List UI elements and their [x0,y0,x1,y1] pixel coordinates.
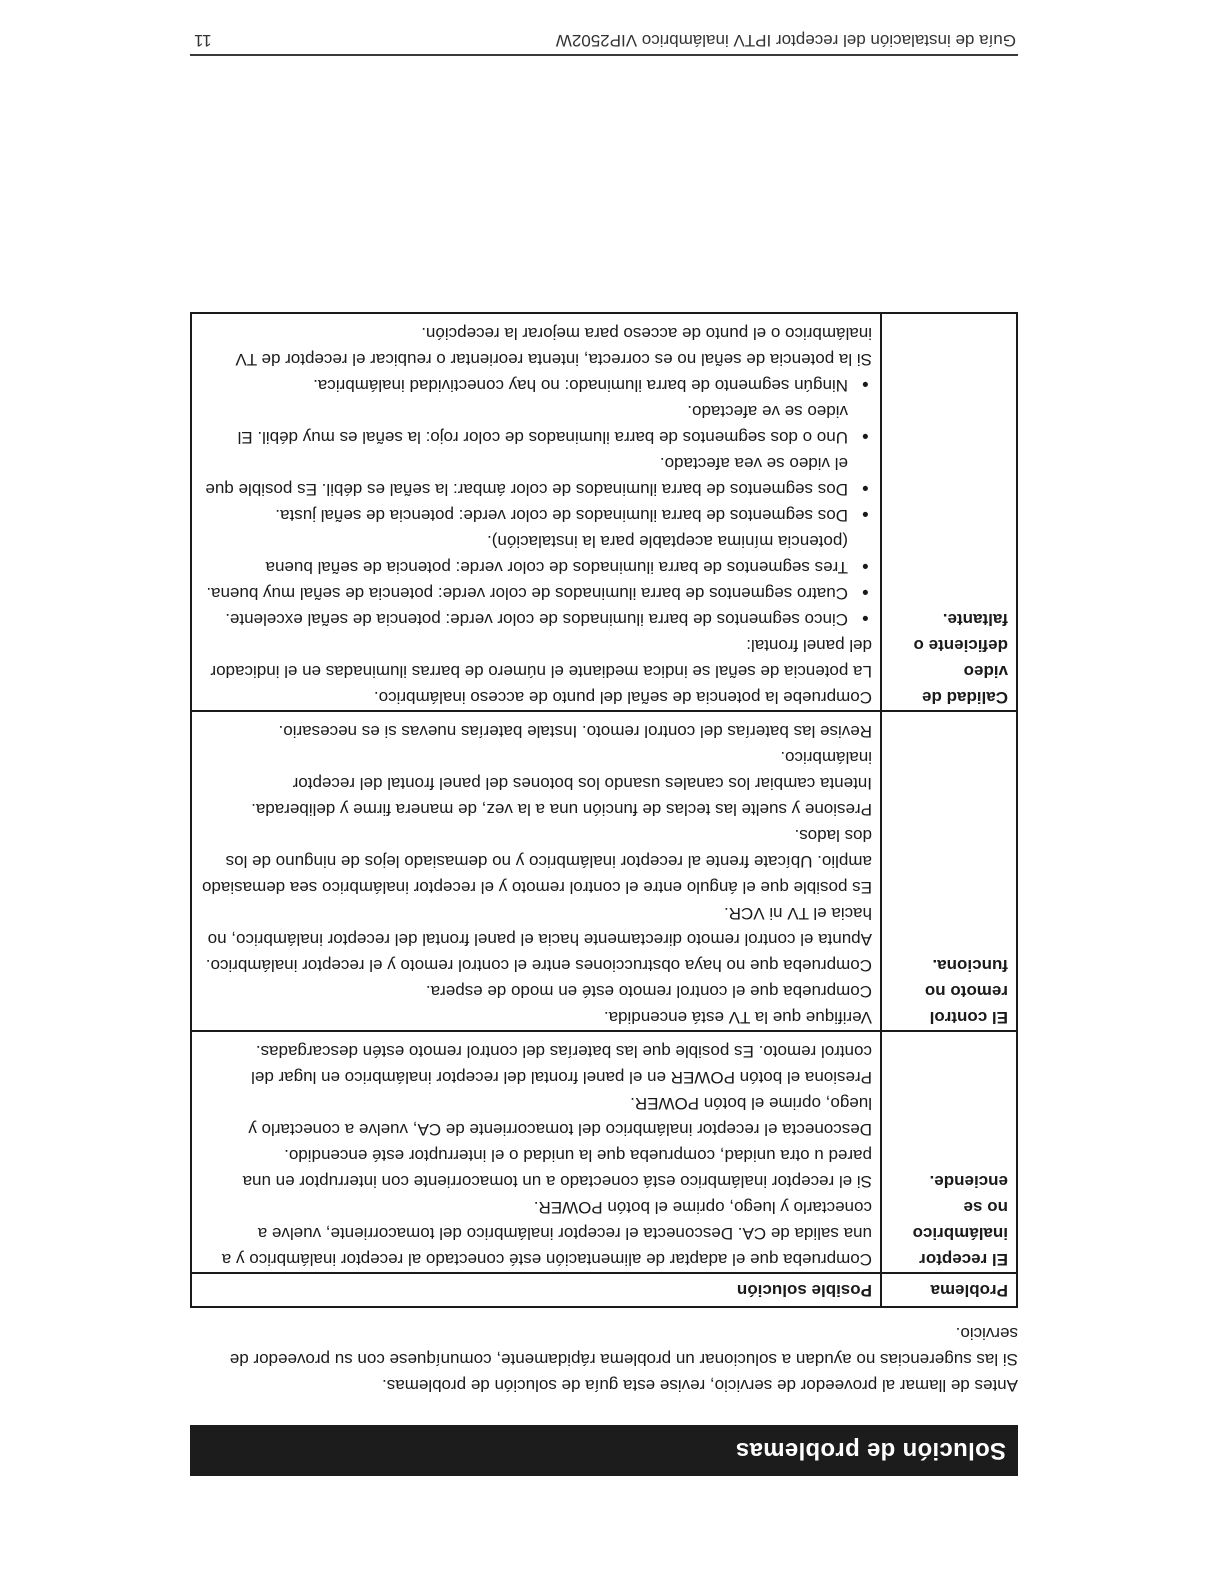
footer-divider [190,54,1018,56]
solution-paragraph: Presione y suelte las teclas de función una a la vez, de manera firme y deliberada. [251,800,872,819]
page-number: 11 [194,31,212,50]
solution-paragraph: Comprueba que no haya obstrucciones entre el control remoto y el receptor inalámbrico. Apunta el control remoto directamente hacia el panel frontal del receptor inalámbrico, no hacia el TV ni VCR. [205,904,872,975]
list-item: ● Cuatro segmentos de barra iluminados de color verde: potencia de señal muy buena. [200,580,872,606]
guide-title: Guía de instalación del receptor IPTV inalámbrico VIP2502W [555,31,1016,50]
solution-paragraph: Si el receptor inalámbrico está conectado a un tomacorriente con interruptor en una pared u otra unidad, comprueba que la unidad o el interruptor esté encendido. Desconecta el receptor inalámbrico del tomacorriente de CA, vuelve a conectarlo y luego, oprime el botón POWER. [242,1094,872,1191]
list-item: ● Ningún segmento de barra iluminado: no hay conectividad inalámbrica. [200,372,872,398]
column-header-problem: Problema [881,1273,1017,1307]
solution-paragraph: Intenta cambiar los canales usando los botones del panel frontal del receptor inalámbrico. [292,748,872,793]
solution-paragraph: Comprueba que el adaptar de alimentación esté conectado al receptor inalámbrico y a una salida de CA. Desconecta el receptor inalámbrico del tomacorriente, vuelve a conectarlo y luego, oprime el botón POWER. [221,1198,872,1269]
table-row [191,1031,1017,1273]
solution-paragraph: La potencia de señal se indica mediante el número de barras iluminadas en el indicador del panel frontal: [210,636,872,681]
signal-strength-list [200,372,872,632]
solution-paragraph: Presiona el botón POWER en el panel frontal del receptor inalámbrico en lugar del control remoto. Es posible que las baterías del control remoto estén descargadas. [251,1042,872,1087]
section-title-bar [190,1425,1018,1476]
solution-paragraph: Compruebe la potencia de señal del punto de acceso inalámbrico. [373,688,872,707]
list-item: ● Dos segmentos de barra iluminados de color verde: potencia de señal justa. [200,502,872,528]
solution-paragraph: Es posible que el ángulo entre el control remoto y el receptor inalámbrico sea demasiado amplio. Ubícate frente al receptor inalámbrico y no demasiado lejos de ninguno de los dos lados. [202,826,872,897]
problem-cell: El receptor inalámbrico no se enciende. [881,1031,1017,1273]
intro-text [206,1320,1018,1398]
table-row [191,711,1017,1031]
solution-paragraph: Revise las baterías del control remoto. Instale baterías nuevas si es necesario. [278,722,872,741]
solution-cell [191,711,881,1031]
table-header-row [191,1273,1017,1307]
list-item: ● Uno o dos segmentos de barra iluminados de color rojo: la señal es muy débil. El video se ve afectado. [200,398,872,450]
solution-paragraph: Verifique que la TV está encendida. [603,1008,872,1027]
list-item: ● Dos segmentos de barra iluminados de color ámbar: la señal es débil. Es posible que el video se vea afectado. [200,450,872,502]
solution-paragraph: Comprueba que el control remoto esté en modo de espera. [425,982,872,1001]
solution-cell [191,1031,881,1273]
intro-line-1: Antes de llamar al proveedor de servicio, revise esta guía de solución de problemas. [382,1376,1018,1395]
list-item: ● Tres segmentos de barra iluminados de color verde: potencia de señal buena (potencia mínima aceptable para la instalación). [200,528,872,580]
page-footer [190,30,1018,50]
solution-cell [191,313,881,711]
problem-cell: El control remoto no funciona. [881,711,1017,1031]
table-row [191,313,1017,711]
intro-line-2: Si las sugerencias no ayudan a solucionar un problema rápidamente, comuníquese con su proveedor de servicio. [229,1324,1018,1369]
page-title: Solución de problemas [735,1437,1006,1465]
column-header-solution: Posible solución [191,1273,881,1307]
problem-cell: Calidad de video deficiente o faltante. [881,313,1017,711]
solution-paragraph: Si la potencia de señal no es correcta, intenta reorientar o reubicar el receptor de TV inalámbrico o el punto de acceso para mejorar la recepción. [235,324,872,369]
troubleshooting-table [190,312,1018,1308]
list-item: ● Cinco segmentos de barra iluminados de color verde: potencia de señal excelente. [200,606,872,632]
